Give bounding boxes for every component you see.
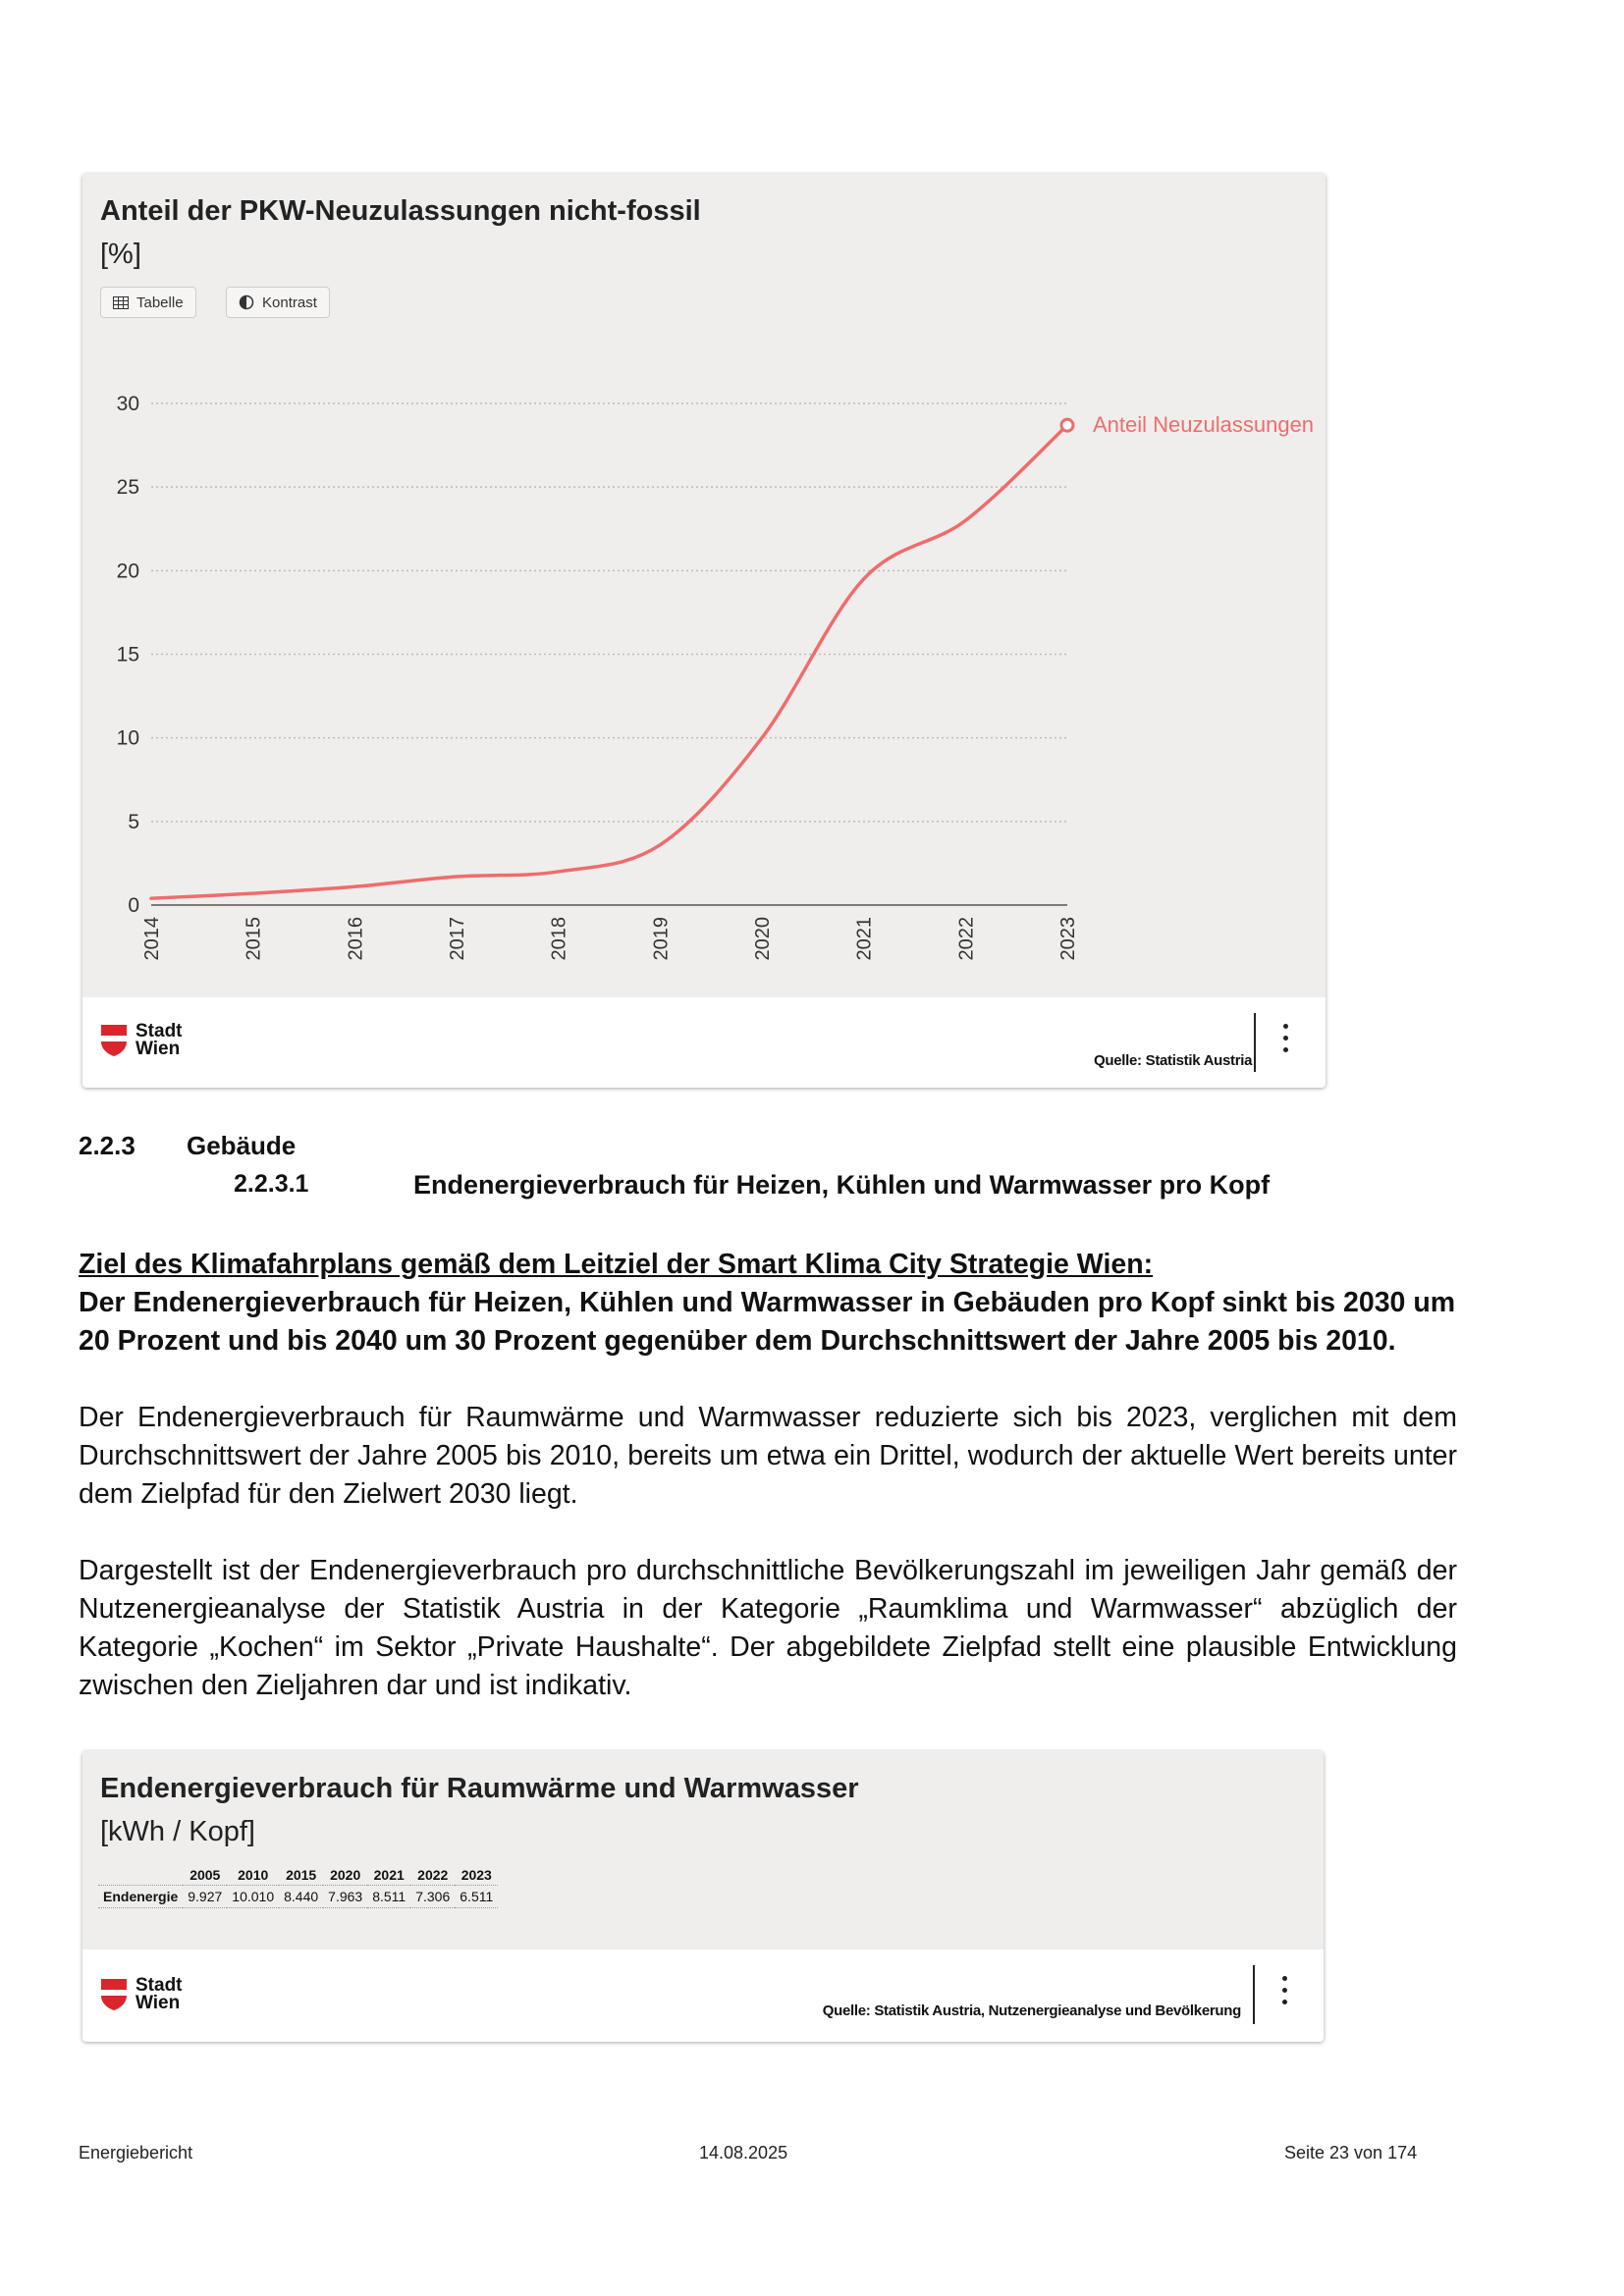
footer-divider (1254, 1013, 1256, 1072)
table-cell: 8.440 (279, 1886, 323, 1908)
subsection-number: 2.2.3.1 (234, 1170, 309, 1198)
x-tick-label: 2018 (548, 917, 570, 961)
table-header-cell: 2021 (367, 1865, 410, 1886)
y-tick-label: 30 (116, 393, 139, 415)
chart-card-endenergie (82, 1751, 1324, 2042)
wien-shield-icon (100, 1024, 128, 1057)
chart2-title: Endenergieverbrauch für Raumwärme und Warmwasser (100, 1773, 859, 1804)
x-tick-label: 2014 (141, 917, 163, 961)
table-cell: 8.511 (367, 1886, 410, 1908)
section-number: 2.2.3 (79, 1131, 135, 1160)
table-header-cell (98, 1865, 183, 1886)
section-title: Gebäude (187, 1131, 297, 1160)
line-chart (82, 174, 1326, 998)
x-tick-label: 2019 (650, 917, 673, 961)
footer-page-number: Seite 23 von 174 (1284, 2143, 1418, 2163)
endenergie-table (98, 1865, 498, 1908)
x-tick-label: 2020 (752, 917, 774, 961)
chart2-source: Quelle: Statistik Austria, Nutzenergieanalyse und Bevölkerung (822, 2002, 1241, 2019)
table-header-cell: 2010 (227, 1865, 279, 1886)
table-cell: 10.010 (227, 1886, 279, 1908)
chart-card-neuzulassungen (82, 174, 1326, 1088)
table-cell: 7.306 (410, 1886, 455, 1908)
stadt-wien-logo (100, 1023, 183, 1058)
logo-text-wien: Wien (135, 1993, 181, 2013)
goal-heading: Ziel des Klimafahrplans gemäß dem Leitziel der Smart Klima City Strategie Wien: (79, 1249, 1154, 1280)
series-end-marker (1061, 419, 1073, 431)
chart2-footer (82, 1949, 1324, 2042)
x-tick-label: 2016 (345, 917, 367, 961)
logo-text-stadt: Stadt (135, 1975, 183, 1996)
subsection-title: Endenergieverbrauch für Heizen, Kühlen und Warmwasser pro Kopf (413, 1170, 1271, 1200)
series-line-anteil-neuzulassungen (151, 425, 1067, 898)
table-header-cell: 2022 (410, 1865, 455, 1886)
chart-unit: [%] (100, 239, 141, 270)
table-row-label: Endenergie (98, 1886, 183, 1908)
table-cell: 7.963 (323, 1886, 367, 1908)
chart2-unit: [kWh / Kopf] (100, 1816, 255, 1847)
x-tick-label: 2015 (243, 917, 265, 961)
table-header-cell: 2023 (455, 1865, 498, 1886)
table-toggle-label: Tabelle (136, 294, 184, 311)
table-cell: 9.927 (183, 1886, 227, 1908)
table-header-cell: 2005 (183, 1865, 227, 1886)
more-options-icon[interactable] (1272, 1976, 1296, 2004)
table-header-row (98, 1865, 498, 1886)
goal-line-1: Der Endenergieverbrauch für Heizen, Kühlen und Warmwasser in Gebäuden pro Kopf sinkt bis 2030 um (79, 1287, 1456, 1318)
x-tick-label: 2017 (447, 917, 468, 961)
more-options-icon[interactable] (1273, 1024, 1297, 1052)
y-tick-label: 25 (116, 476, 139, 500)
y-tick-label: 0 (128, 894, 139, 917)
paragraph-method: Dargestellt ist der Endenergieverbrauch pro durchschnittliche Bevölkerungszahl im jeweiligen Jahr gemäß der Nutzenergieanalyse der Statistik Austria in der Kategorie „Raumklima und Warmwasser“ abzüglich der Kategorie „Kochen“ im Sektor „Private Haushalte“. Der abgebildete Zielpfad stellt eine plausible Entwicklung zwischen den Zieljahren dar und ist indikativ. (79, 1555, 1457, 1701)
contrast-toggle-label: Kontrast (262, 294, 317, 311)
paragraph-reduction: Der Endenergieverbrauch für Raumwärme und Warmwasser reduzierte sich bis 2023, verglichen mit dem Durchschnittswert der Jahre 2005 bis 2010, bereits um etwa ein Drittel, wodurch der aktuelle Wert bereits unter dem Zielpfad für den Zielwert 2030 liegt. (79, 1402, 1457, 1510)
chart-title: Anteil der PKW-Neuzulassungen nicht-fossil (100, 195, 701, 227)
series-label: Anteil Neuzulassungen (1093, 412, 1315, 438)
logo-text-wien: Wien (135, 1039, 181, 1059)
footer-document-name: Energiebericht (79, 2143, 193, 2163)
x-tick-label: 2023 (1057, 917, 1079, 961)
y-tick-label: 5 (128, 810, 139, 833)
wien-shield-icon (100, 1978, 128, 2011)
table-header-cell: 2015 (279, 1865, 323, 1886)
goal-line-2: 20 Prozent und bis 2040 um 30 Prozent gegenüber dem Durchschnittswert der Jahre 2005 bis 2010. (79, 1325, 1396, 1357)
chart-footer (82, 997, 1326, 1088)
x-tick-label: 2022 (955, 917, 978, 961)
table-header-cell: 2020 (323, 1865, 367, 1886)
stadt-wien-logo (100, 1977, 183, 2012)
table-cell: 6.511 (455, 1886, 498, 1908)
y-tick-label: 15 (116, 643, 139, 667)
footer-date: 14.08.2025 (699, 2143, 788, 2163)
y-tick-label: 10 (116, 726, 139, 750)
chart-source: Quelle: Statistik Austria (1094, 1052, 1253, 1069)
logo-text-stadt: Stadt (135, 1021, 183, 1041)
table-row (98, 1886, 498, 1908)
x-tick-label: 2021 (853, 917, 876, 961)
y-tick-label: 20 (116, 560, 139, 583)
footer-divider (1253, 1965, 1255, 2024)
